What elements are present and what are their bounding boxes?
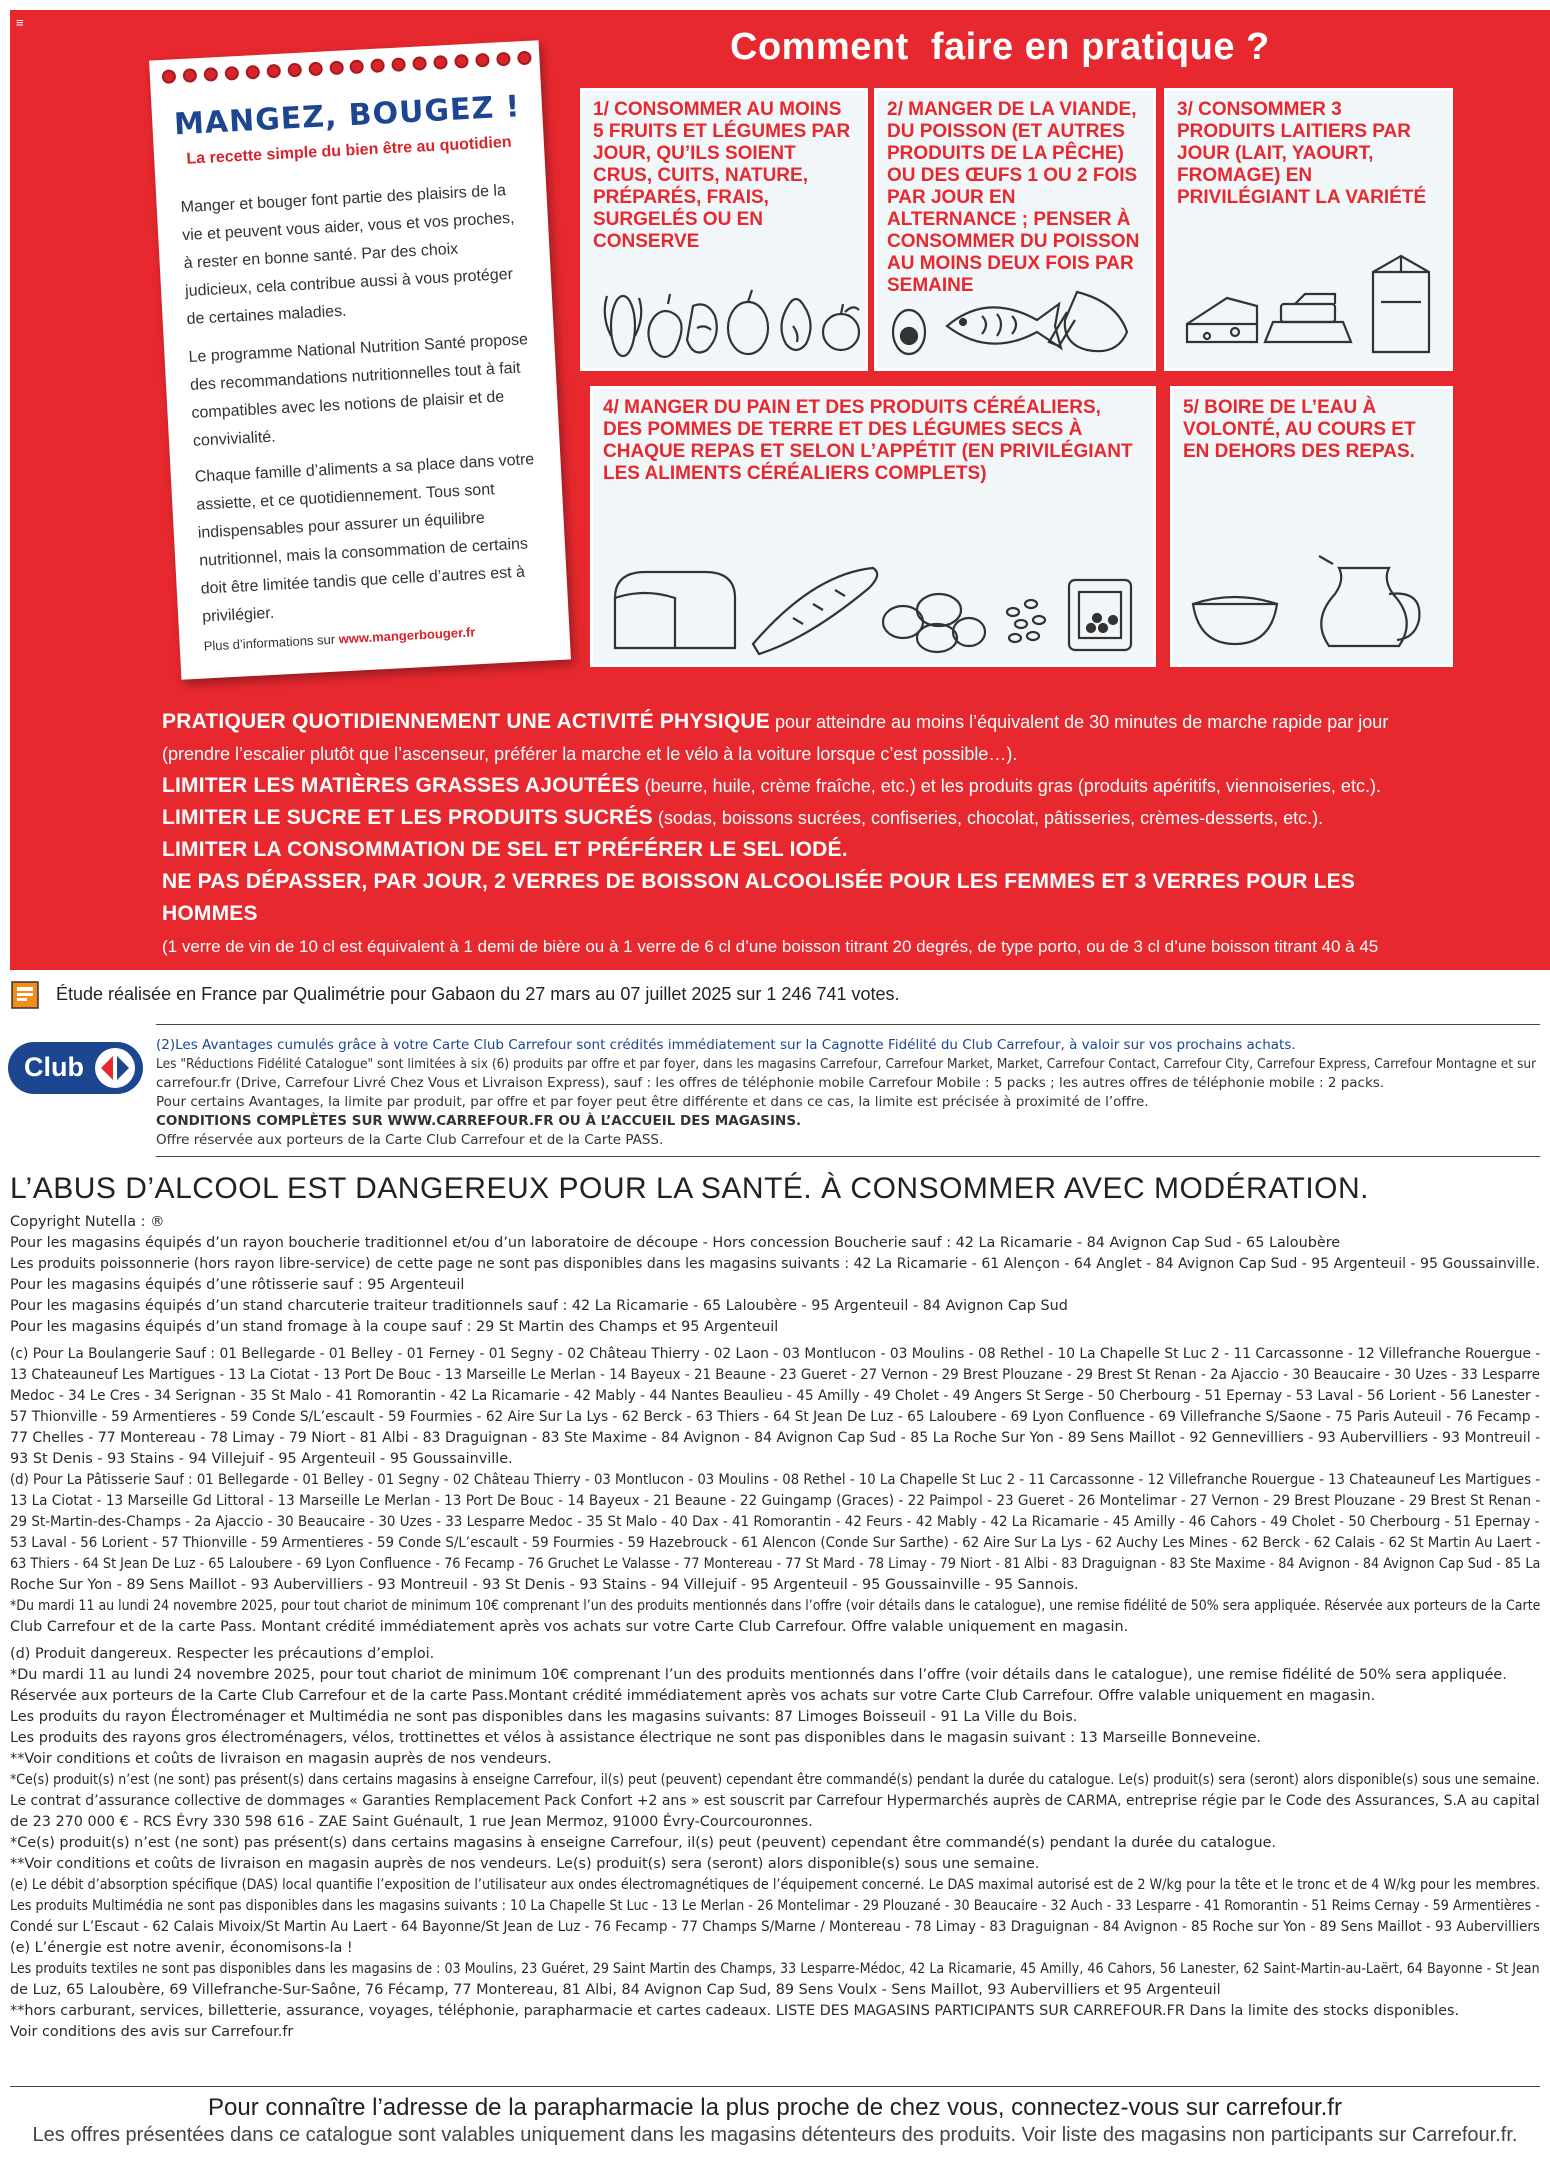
card-paragraph: Manger et bouger font partie des plaisirs de la vie et peuvent vous aider, vous et vos proches, à rester en bonne santé. Par des choix judicieux, cela contribue aussi à vous protéger de certaines maladies.: [180, 182, 515, 329]
guideline-text: pour atteindre au moins l’équivalent de 30 minutes de marche rapide par jour (prendre l’escalier plutôt que l’ascenseur, préférer la marche et le vélo à la voiture lorsque c’est possible…).: [162, 712, 1389, 764]
egg-fish-meat-icon: [887, 282, 1149, 362]
legal-line: Condé sur L’Escaut - 62 Calais Mivoix/St Martin Au Laert - 64 Bayonne/St Jean de Luz - 76 Fecamp - 77 Champs S/Marne / Montereau - 78 Limay - 83 Draguignan - 84 Avignon - 85 Roche sur Yon - 89 Sens Maillot - 93 Aubervilliers: [10, 1919, 1540, 1935]
legal-line: 29 St-Martin-des-Champs - 2a Ajaccio - 30 Beaucaire - 30 Uzes - 33 Lesparre Medoc - 35 St Malo - 40 Dax - 41 Romorantin - 42 Feurs - 42 Mably - 42 La Ricamarie - 45 Amilly - 46 Cahors - 49 Cholet - 50 Cherbourg - 51 Epernay -: [10, 1514, 1540, 1530]
tip-text: 2/ MANGER DE LA VIANDE, DU POISSON (ET AUTRES PRODUITS DE LA PÊCHE) OU DES ŒUFS 1 OU 2 FOIS PAR JOUR EN ALTERNANCE ; PENSER À CONSOMMER DU POISSON AU MOINS DEUX FOIS PAR SEMAINE: [887, 99, 1140, 296]
legal-line: *Du mardi 11 au lundi 24 novembre 2025, pour tout chariot de minimum 10€ comprenant l’un des produits mentionnés dans l’offre (voir détails dans le catalogue), une remise fidélité de 50% sera appliquée.: [10, 1667, 1507, 1683]
guideline: [162, 866, 1422, 930]
legal-line: **Voir conditions et coûts de livraison en magasin auprès de nos vendeurs.: [10, 1751, 552, 1767]
club-line: (2)Les Avantages cumulés grâce à votre Carte Club Carrefour sont crédités immédiatement sur la Cagnotte Fidélité du Club Carrefour, à valoir sur vos prochains achats.: [156, 1037, 1296, 1053]
dairy-icon: [1177, 252, 1446, 362]
tip-text: 3/ CONSOMMER 3 PRODUITS LAITIERS PAR JOUR (LAIT, YAOURT, FROMAGE) EN PRIVILÉGIANT LA VARIÉTÉ: [1177, 99, 1427, 208]
parapharmacie-note: Pour connaître l’adresse de la parapharmacie la plus proche de chez vous, connectez-vous sur carrefour.fr: [208, 2094, 1342, 2121]
tip-card: [590, 386, 1156, 667]
club-line: Les "Réductions Fidélité Catalogue" sont limitées à six (6) produits par offre et par foyer, dans les magasins Carrefour, Carrefour Market, Market, Carrefour Contact, Carrefour City, Carrefour Express, Carrefour Montagne et sur: [156, 1056, 1536, 1072]
legal-line: Les produits textiles ne sont pas disponibles dans les magasins de : 03 Moulins, 23 Guéret, 29 Saint Martin des Champs, 33 Lesparre-Médoc, 42 La Ricamarie, 45 Amilly, 46 Cahors, 56 Lanester, 62 Saint-Martin-au-Laërt, 64 Bayonne - St Jean: [10, 1961, 1540, 1977]
legal-line: 13 La Ciotat - 13 Marseille Gd Littoral - 13 Marseille Le Merlan - 13 Port De Bouc - 14 Bayeux - 21 Beaune - 22 Guingamp (Graces) - 22 Paimpol - 23 Gueret - 26 Montelimar - 27 Vernon - 29 Brest Plouzane - 29 Brest St Renan -: [10, 1493, 1541, 1509]
divider: [156, 1024, 1540, 1025]
tip-text: 1/ CONSOMMER AU MOINS 5 FRUITS ET LÉGUMES PAR JOUR, QU’ILS SOIENT CRUS, CUITS, NATURE, PRÉPARÉS, FRAIS, SURGELÉS OU EN CONSERVE: [593, 99, 851, 252]
card-paragraph: Chaque famille d’aliments a sa place dans votre assiette, et ce quotidiennement. Tous sont indispensables pour assurer un équilibre nutritionnel, mais la consommation de certains doit être limitée tandis que celle d’autres est à privilégier.: [194, 451, 535, 626]
legal-line: Les produits du rayon Électroménager et Multimédia ne sont pas disponibles dans les magasins suivants: 87 Limoges Boisseuil - 91 La Ville du Bois.: [10, 1709, 1078, 1725]
legal-line: Le contrat d’assurance collective de dommages « Garanties Remplacement Pack Confort +2 ans » est souscrit par Carrefour Hypermarchés auprès de CARMA, entreprise régie par le Code des Assurances, S.A au capital: [10, 1793, 1540, 1809]
legal-line: 77 Chelles - 77 Montereau - 78 Limay - 79 Niort - 81 Albi - 83 Draguignan - 83 Ste Maxime - 84 Avignon - 84 Avignon Cap Sud - 85 La Roche Sur Yon - 89 Sens Maillot - 92 Gennevilliers - 93 Aubervilliers - 93 Montreuil -: [10, 1430, 1540, 1446]
legal-line: Club Carrefour et de la carte Pass. Montant crédité immédiatement après vos achats sur votre Carte Club Carrefour. Offre valable uniquement en magasin.: [10, 1619, 1129, 1635]
legal-line: *Ce(s) produit(s) n’est (ne sont) pas présent(s) dans certains magasins à enseigne Carrefour, il(s) peut (peuvent) cependant être commandé(s) pendant la durée du catalogue. Le(s) produit(s) sera (seront) alors disponible(s) sous une semaine.: [10, 1772, 1540, 1788]
tip-card: [1170, 386, 1453, 667]
legal-line: (e) Le débit d’absorption spécifique (DAS) local quantifie l’exposition de l’utilisateur aux ondes électromagnétiques de l’équipement concerné. Le DAS maximal autorisé est de 2 W/kg pour la tête et le tronc et de 4 W/kg pour les membres.: [10, 1877, 1540, 1893]
guideline-title: LIMITER LE SUCRE ET LES PRODUITS SUCRÉS: [162, 806, 653, 829]
legal-line: **hors carburant, services, billetterie, assurance, voyages, téléphonie, parapharmacie et cartes cadeaux. LISTE DES MAGASINS PARTICIPANTS SUR CARREFOUR.FR Dans la limite des stocks disponibles.: [10, 2003, 1460, 2019]
guideline: [162, 834, 1422, 866]
club-line: carrefour.fr (Drive, Carrefour Livré Chez Vous et Livraison Express), sauf : les offres de téléphonie mobile Carrefour Mobile : 5 packs ; les autres offres de téléphonie mobile : 2 packs.: [156, 1075, 1385, 1091]
legal-line: *Du mardi 11 au lundi 24 novembre 2025, pour tout chariot de minimum 10€ comprenant l’un des produits mentionnés dans l’offre (voir détails dans le catalogue), une remise fidélité de 50% sera appliquée. Réservée aux porteurs de la Carte: [10, 1598, 1541, 1614]
legal-line: (d) Pour La Pâtisserie Sauf : 01 Bellegarde - 01 Belley - 01 Segny - 02 Château Thierry - 03 Montlucon - 03 Moulins - 08 Rethel - 10 La Chapelle St Luc 2 - 11 Carcassonne - 12 Villefranche Rouergue - 13 Chateauneuf Les Martigues -: [10, 1472, 1540, 1488]
legal-line: Copyright Nutella : ®: [10, 1214, 165, 1230]
legal-line: 13 Chateauneuf Les Martigues - 13 La Ciotat - 13 Port De Bouc - 13 Marseille Le Merlan - 14 Bayeux - 21 Beaune - 23 Gueret - 27 Vernon - 29 Brest Plouzane - 29 Brest St Renan - 2a Ajaccio - 30 Beaucaire - 30 Uzes - 33 Lesparre: [10, 1367, 1540, 1383]
guideline-title: PRATIQUER QUOTIDIENNEMENT UNE ACTIVITÉ PHYSIQUE: [162, 710, 770, 733]
club-line: Pour certains Avantages, la limite par produit, par offre et par foyer peut être différente et dans ce cas, la limite est précisée à proximité de l’offre.: [156, 1094, 1149, 1110]
guideline-title: LIMITER LA CONSOMMATION DE SEL ET PRÉFÉRER LE SEL IODÉ.: [162, 838, 848, 861]
legal-line: Pour les magasins équipés d’un rayon boucherie traditionnel et/ou d’un laboratoire de découpe - Hors concession Boucherie sauf : 42 La Ricamarie - 84 Avignon Cap Sud - 65 Laloubère: [10, 1235, 1341, 1251]
survey-badge-icon: [10, 980, 40, 1010]
legal-line: Réservée aux porteurs de la Carte Club Carrefour et de la carte Pass.Montant crédité immédiatement après vos achats sur votre Carte Club Carrefour. Offre valable uniquement en magasin.: [10, 1688, 1376, 1704]
guideline: [162, 706, 1422, 770]
tip-card: [1164, 88, 1453, 371]
bread-cereals-icon: [603, 558, 1149, 658]
menu-icon[interactable]: ≡: [16, 15, 24, 30]
legal-line: Les produits des rayons gros électroménagers, vélos, trottinettes et vélos à assistance électrique ne sont pas disponibles dans le magasin suivant : 13 Marseille Bonneveine.: [10, 1730, 1261, 1746]
legal-line: de Luz, 65 Laloubère, 69 Villefranche-Sur-Saône, 76 Fécamp, 77 Montereau, 81 Albi, 84 Avignon Cap Sud, 89 Sens Voulx - Sens Maillot, 93 Aubervilliers et 95 Argenteuil: [10, 1982, 1221, 1998]
guideline-title: NE PAS DÉPASSER, PAR JOUR, 2 VERRES DE BOISSON ALCOOLISÉE POUR LES FEMMES ET 3 VERRES POUR LES HOMMES: [162, 870, 1356, 925]
guideline-text: (1 verre de vin de 10 cl est équivalent à 1 demi de bière ou à 1 verre de 6 cl d’une boisson titrant 20 degrés, de type porto, ou de 3 cl d’une boisson titrant 40 à 45 degrés d’alcool, de type whisky ou pastis).: [162, 937, 1379, 989]
tip-text: 4/ MANGER DU PAIN ET DES PRODUITS CÉRÉALIERS, DES POMMES DE TERRE ET DES LÉGUMES SECS À CHAQUE REPAS ET SELON L’APPÉTIT (EN PRIVILÉGIANT LES ALIMENTS CÉRÉALIERS COMPLETS): [603, 397, 1133, 484]
club-conditions: [156, 1036, 1540, 1150]
divider: [156, 1156, 1540, 1157]
guideline-text: (beurre, huile, crème fraîche, etc.) et les produits gras (produits apéritifs, viennoiseries, etc.).: [639, 776, 1381, 796]
legal-line: Les produits poissonnerie (hors rayon libre-service) de cette page ne sont pas disponibles dans les magasins suivants : 42 La Ricamarie - 61 Alençon - 64 Anglet - 84 Avignon Cap Sud - 95 Argenteuil - 95 Goussainville.: [10, 1256, 1540, 1272]
card-paragraph: Le programme National Nutrition Santé propose des recommandations nutritionnelles tout à fait compatibles avec les notions de plaisir et de convivialité.: [188, 331, 529, 450]
legal-line: Pour les magasins équipés d’un stand charcuterie traiteur traditionnels sauf : 42 La Ricamarie - 65 Laloubère - 95 Argenteuil - 84 Avignon Cap Sud: [10, 1298, 1068, 1314]
club-carrefour-logo: [8, 1042, 143, 1094]
guideline: [162, 802, 1422, 834]
water-jug-icon: [1183, 548, 1446, 658]
legal-line: 57 Thionville - 59 Armentieres - 59 Conde S/L’escault - 59 Fourmies - 62 Aire Sur La Lys - 62 Berck - 63 Thiers - 64 St Jean De Luz - 65 Lalouberе - 69 Lyon Confluence - 69 Villefranche S/Saone - 75 Paris Auteuil - 76 Fecamp -: [10, 1409, 1540, 1425]
legal-line: de 23 270 000 € - RCS Évry 330 598 616 - ZAE Saint Guénault, 1 rue Jean Mermoz, 91000 Évry-Courcouronnes.: [10, 1814, 813, 1830]
guidelines: [162, 706, 1422, 996]
notebook-rings-icon: [162, 51, 533, 90]
legal-line: **Voir conditions et coûts de livraison en magasin auprès de nos vendeurs. Le(s) produit(s) sera (seront) alors disponible(s) sous une semaine.: [10, 1856, 1040, 1872]
club-line: Offre réservée aux porteurs de la Carte Club Carrefour et de la Carte PASS.: [156, 1132, 664, 1148]
survey-note: [10, 978, 1540, 1020]
legal-line: Voir conditions des avis sur Carrefour.fr: [10, 2024, 294, 2040]
page-title: Comment faire en pratique ?: [730, 26, 1270, 68]
legal-line: 93 St Denis - 93 Stains - 94 Villejuif - 95 Argenteuil - 95 Goussainville.: [10, 1451, 513, 1467]
availability-note: Les offres présentées dans ce catalogue sont valables uniquement dans les magasins détenteurs des produits. Voir liste des magasins non participants sur Carrefour.fr.: [32, 2124, 1518, 2146]
tip-card: [580, 88, 868, 371]
legal-line: 53 Laval - 56 Lorient - 57 Thionville - 59 Armentieres - 59 Conde S/L’escault - 59 Fourmies - 59 Hazebrouck - 61 Alencon (Conde Sur Sarthe) - 62 Aire Sur La Lys - 62 Auchy Les Mines - 62 Berck - 62 Calais - 62 St Martin Au Laert -: [10, 1535, 1541, 1551]
card-subtitle: La recette simple du bien être au quotidien: [186, 133, 512, 168]
legal-line: (e) L’énergie est notre avenir, économisons-la !: [10, 1940, 353, 1956]
club-conditions-link[interactable]: CONDITIONS COMPLÈTES SUR WWW.CARREFOUR.FR OU À L’ACCUEIL DES MAGASINS.: [156, 1113, 802, 1129]
club-logo-text: Club: [24, 1052, 84, 1082]
legal-line: (d) Produit dangereux. Respecter les précautions d’emploi.: [10, 1646, 435, 1662]
legal-notices: [10, 1212, 1545, 2043]
legal-line: Roche Sur Yon - 89 Sens Maillot - 93 Aubervilliers - 93 Montreuil - 93 St Denis - 93 Stains - 94 Villejuif - 95 Argenteuil - 95 Goussainville - 95 Sannois.: [10, 1577, 1079, 1593]
tip-text: 5/ BOIRE DE L’EAU À VOLONTÉ, AU COURS ET EN DEHORS DES REPAS.: [1183, 397, 1416, 462]
legal-line: 63 Thiers - 64 St Jean De Luz - 65 Lalouberе - 69 Lyon Confluence - 76 Fecamp - 76 Gruchet Le Valasse - 77 Montereau - 77 St Mard - 78 Limay - 79 Niort - 81 Albi - 83 Draguignan - 83 Ste Maxime - 84 Avignon - 84 Avignon Cap Sud - 85 La: [10, 1556, 1541, 1572]
legal-line: Medoc - 34 Le Cres - 34 Serignan - 35 St Malo - 41 Romorantin - 42 La Ricamarie - 42 Mably - 44 Nantes Beaulieu - 45 Amilly - 49 Cholet - 49 Angers St Serge - 50 Cherbourg - 51 Epernay - 53 Laval - 56 Lorient - 56 Lanester -: [10, 1388, 1540, 1404]
legal-line: Pour les magasins équipés d’une rôtisserie sauf : 95 Argenteuil: [10, 1277, 465, 1293]
legal-line: Pour les magasins équipés d’un stand fromage à la coupe sauf : 29 St Martin des Champs et 95 Argenteuil: [10, 1319, 779, 1335]
card-title: MANGEZ, BOUGEZ !: [173, 89, 522, 143]
fruits-vegetables-icon: [593, 276, 863, 362]
legal-line: Les produits Multimédia ne sont pas disponibles dans les magasins suivants : 10 La Chapelle St Luc - 13 Le Merlan - 26 Montelimar - 29 Plouzané - 30 Beaucaire - 32 Auch - 33 Lesparre - 41 Romorantin - 51 Reims Cernay - 59 Armentières -: [10, 1898, 1540, 1914]
nutrition-panel: [10, 10, 1550, 989]
alcohol-warning: L’ABUS D’ALCOOL EST DANGEREUX POUR LA SANTÉ. À CONSOMMER AVEC MODÉRATION.: [10, 1172, 1370, 1205]
guideline-title: LIMITER LES MATIÈRES GRASSES AJOUTÉES: [162, 774, 640, 797]
guideline: [162, 770, 1422, 802]
carrefour-logo-icon: [95, 1048, 135, 1088]
more-info-label: Plus d’informations sur: [203, 631, 340, 654]
divider: [10, 2086, 1540, 2087]
mangez-bougez-card: [149, 40, 571, 680]
mangerbouger-link[interactable]: www.mangerbouger.fr: [338, 624, 476, 647]
guideline-text: (sodas, boissons sucrées, confiseries, chocolat, pâtisseries, crèmes-desserts, etc.).: [652, 808, 1324, 828]
legal-line: *Ce(s) produit(s) n’est (ne sont) pas présent(s) dans certains magasins à enseigne Carrefour, il(s) peut (peuvent) cependant être commandé(s) pendant la durée du catalogue.: [10, 1835, 1277, 1851]
tip-card: [874, 88, 1156, 371]
legal-line: (c) Pour La Boulangerie Sauf : 01 Bellegarde - 01 Belley - 01 Ferney - 01 Segny - 02 Château Thierry - 02 Laon - 03 Montlucon - 03 Moulins - 08 Rethel - 10 La Chapelle St Luc 2 - 11 Carcassonne - 12 Villefranche Rouergue -: [10, 1346, 1540, 1362]
survey-text: Étude réalisée en France par Qualimétrie pour Gabaon du 27 mars au 07 juillet 2025 sur 1 246 741 votes.: [56, 984, 900, 1004]
